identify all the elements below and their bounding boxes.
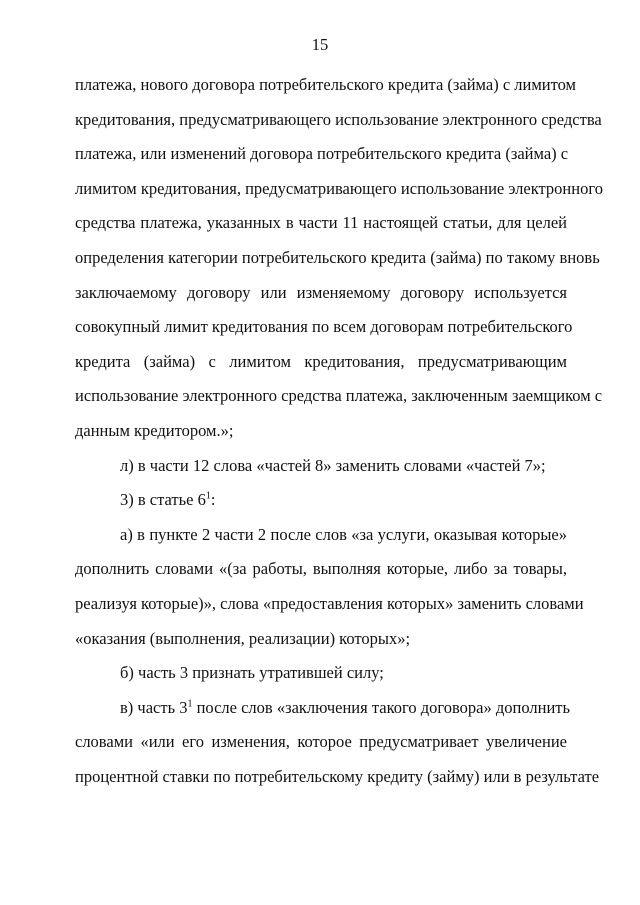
- text-line: реализуя которые)», слова «предоставления которых» заменить словами: [75, 593, 584, 613]
- document-body: [75, 72, 603, 798]
- text-line: данным кредитором.»;: [75, 420, 234, 440]
- text-line: платежа, нового договора потребительского кредита (займа) с лимитом: [75, 75, 576, 94]
- text-line: словами «или его изменения, которое предусматривает увеличение: [75, 732, 567, 752]
- part-3-label: в) часть 3: [120, 697, 188, 717]
- text-line: «оказания (выполнения, реализации) которых»;: [75, 628, 411, 648]
- text-line: определения категории потребительского кредита (займа) по такому вновь: [75, 247, 600, 267]
- article-6-suffix: :: [210, 490, 216, 510]
- page-number: 15: [311, 35, 329, 54]
- article-6-label: 3) в статье 6: [120, 490, 206, 510]
- text-line: кредитования, предусматривающего использование электронного средства: [75, 109, 602, 129]
- part-3-continuation: после слов «заключения такого договора» дополнить: [192, 697, 571, 717]
- superscript: 1: [187, 698, 193, 710]
- text-line: использование электронного средства платежа, заключенным заемщиком с: [75, 386, 603, 406]
- text-line: б) часть 3 признать утратившей силу;: [120, 663, 384, 683]
- text-line: а) в пункте 2 части 2 после слов «за услуги, оказывая которые»: [120, 524, 567, 544]
- text-line: [75, 487, 567, 522]
- text-line: кредита (займа) с лимитом кредитования, предусматривающим: [75, 351, 567, 371]
- text-line: лимитом кредитования, предусматривающего использование электронного: [75, 178, 603, 198]
- text-line: средства платежа, указанных в части 11 настоящей статьи, для целей: [75, 213, 567, 233]
- text-line: заключаемому договору или изменяемому договору используется: [75, 282, 567, 302]
- superscript: 1: [205, 490, 211, 502]
- text-line: совокупный лимит кредитования по всем договорам потребительского: [75, 317, 573, 337]
- text-line: платежа, или изменений договора потребительского кредита (займа) с: [75, 144, 569, 164]
- text-line: процентной ставки по потребительскому кредиту (займу) или в результате: [75, 766, 600, 786]
- text-line: [75, 695, 571, 730]
- text-line: л) в части 12 слова «частей 8» заменить словами «частей 7»;: [120, 455, 546, 475]
- text-line: дополнить словами «(за работы, выполняя которые, либо за товары,: [75, 559, 567, 579]
